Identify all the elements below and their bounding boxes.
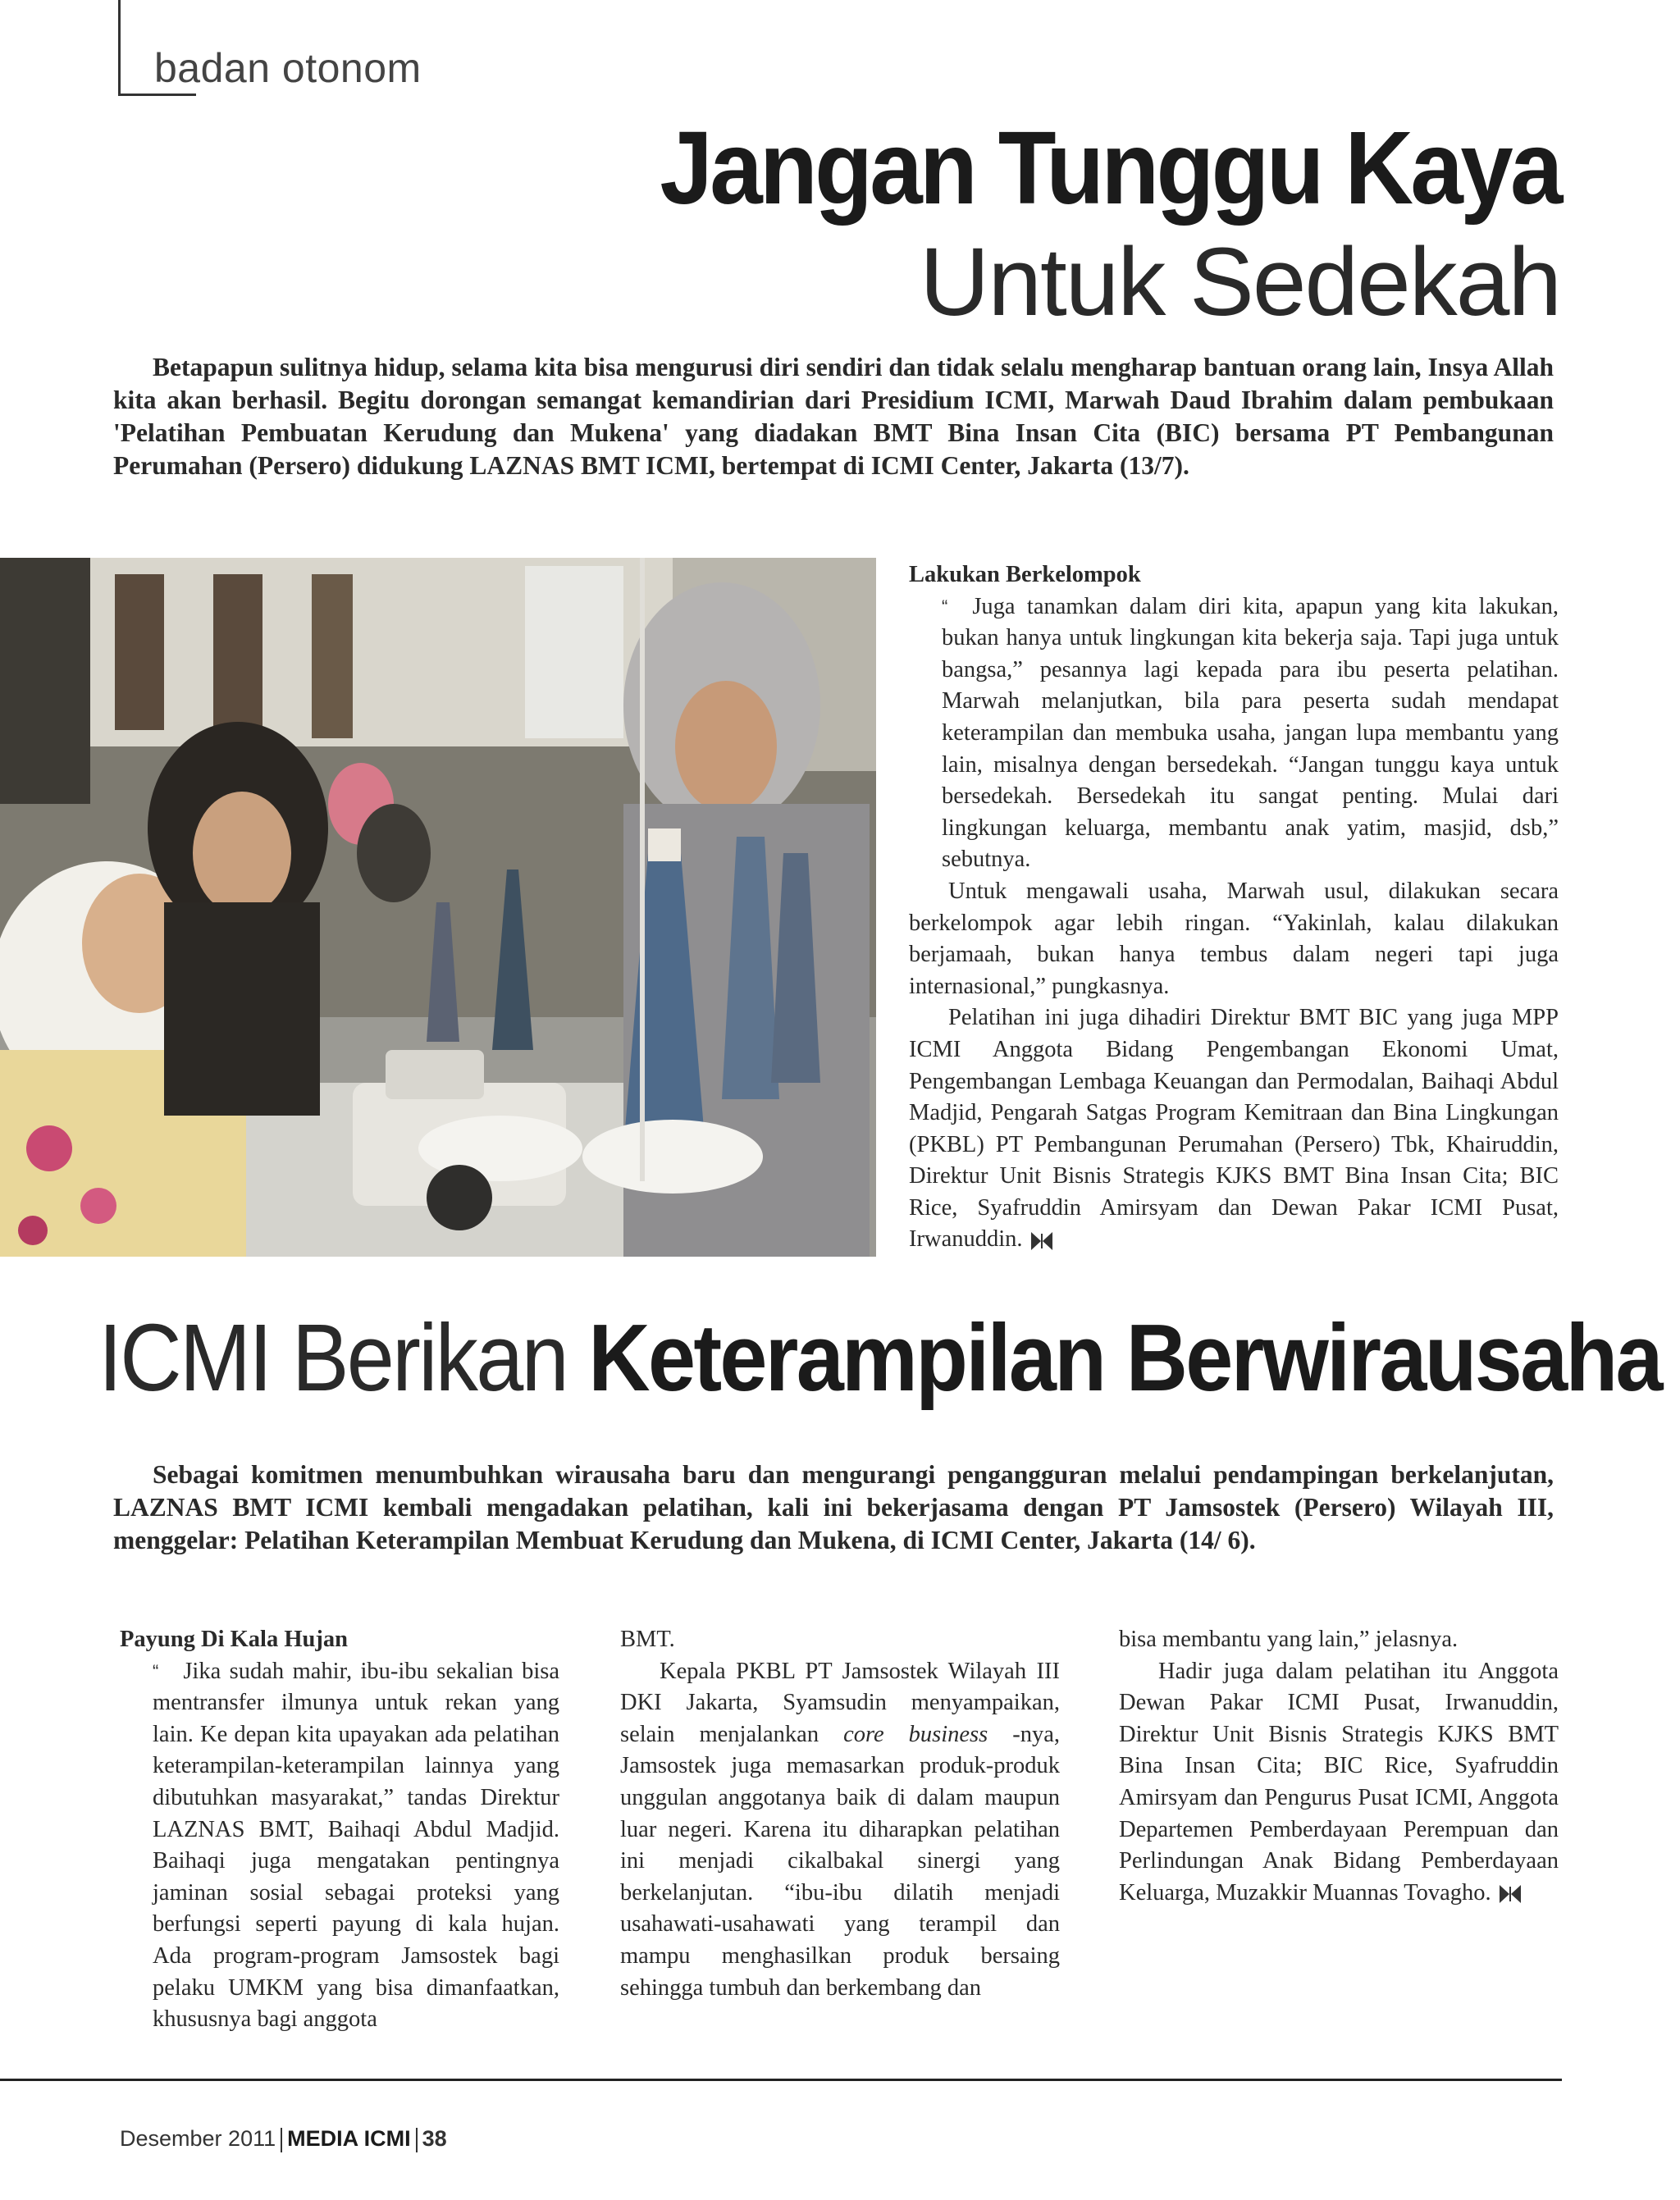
article1-paragraph-1	[909, 591, 1559, 876]
page-footer	[120, 2126, 447, 2152]
section-label: badan otonom	[154, 45, 422, 91]
article2-col3-text: Hadir juga dalam pelatihan itu Anggota Dewan Pakar ICMI Pusat, Irwanuddin, Direktur Unit Bisnis Strategis KJKS BMT Bina Insan Cita; BIC Rice, Syafruddin Amirsyam dan Pengurus Pusat ICMI, Anggota Departemen Pemberdayaan Perempuan dan Perlindungan Anak Bidang Pemberdayaan Keluarga, Muzakkir Muannas Tovagho.	[1119, 1658, 1559, 1906]
article2-col3-continuation: bisa membantu yang lain,” jelasnya.	[1119, 1627, 1459, 1652]
article2-col3-paragraph	[1119, 1656, 1559, 1910]
page-number: 38	[422, 2126, 447, 2151]
article1-paragraph-3-text: Pelatihan ini juga dihadiri Direktur BMT BIC yang juga MPP ICMI Anggota Bidang Pengembangan Ekonomi Umat, Pengembangan Lembaga Keuangan dan Permodalan, Baihaqi Abdul Madjid, Pengarah Satgas Program Kemitraan dan Bina Lingkungan (PKBL) PT Pembangunan Perumahan (Persero) Tbk, Khairuddin, Direktur Unit Bisnis Strategis KJKS BMT Bina Insan Cita; BIC Rice, Syafruddin Amirsyam dan Dewan Pakar ICMI Pusat, Irwanuddin.	[909, 1005, 1559, 1253]
article2-column-3	[1119, 1624, 1559, 1909]
article2-col2-continuation: BMT.	[620, 1627, 675, 1652]
article2-column-2	[620, 1624, 1060, 2004]
article1-paragraph-1-text: Juga tanamkan dalam diri kita, apapun yang kita lakukan, bukan hanya untuk lingkungan kita bekerja saja. Tapi juga untuk bangsa,” pesannya lagi kepada para ibu peserta pelatihan. Marwah melanjutkan, bila para peserta sudah mendapat keterampilan dan membuka usaha, jangan lupa membantu yang lain, misalnya dengan bersedekah. “Jangan tunggu kaya untuk bersedekah. Bersedekah itu sangat penting. Mulai dari lingkungan keluarga, membantu anak yatim, masjid, dsb,” sebutnya.	[942, 593, 1559, 873]
article2-col2-text-a: Kepala PKBL PT Jamsostek Wilayah III DKI Jakarta, Syamsudin menyampaikan, selain menjalankan	[620, 1658, 1060, 1747]
section-rule-horizontal	[118, 94, 196, 96]
article1-title-light: Untuk Sedekah	[920, 228, 1560, 336]
article2-title	[98, 1303, 1661, 1413]
article2-column-1	[120, 1624, 559, 2036]
article2-lead	[113, 1458, 1554, 1557]
quote-mark: “	[153, 1660, 159, 1682]
end-mark-icon	[1500, 1885, 1521, 1903]
end-mark-icon	[1031, 1232, 1052, 1250]
article1-body	[909, 559, 1559, 1256]
article1-lead	[113, 351, 1554, 482]
article2-col2-text-b: -nya, Jamsostek juga memasarkan produk-produk unggulan anggotanya baik di dalam maupun luar negeri. Karena itu diharapkan pelatihan ini menjadi cikalbakal sinergi yang berkelanjutan. “ibu-ibu dilatih menjadi usahawati-usahawati yang terampil dan mampu menghasilkan produk bersaing sehingga tumbuh dan berkembang dan	[620, 1721, 1061, 2001]
article2-col2-text-em: core business	[843, 1721, 988, 1747]
quote-mark: “	[942, 596, 948, 617]
article2-col1-paragraph	[120, 1656, 559, 2036]
article2-title-bold: Keterampilan Berwirausaha	[588, 1304, 1661, 1411]
footer-magazine: MEDIA ICMI	[287, 2126, 411, 2151]
article1-paragraph-3	[909, 1002, 1559, 1256]
article2-col2-paragraph	[620, 1656, 1060, 2005]
footer-rule	[0, 2079, 1562, 2081]
article2-lead-text: Sebagai komitmen menumbuhkan wirausaha baru dan mengurangi pengangguran melalui pendampingan berkelanjutan, LAZNAS BMT ICMI kembali mengadakan pelatihan, kali ini bekerjasama dengan PT Jamsostek (Persero) Wilayah III, menggelar: Pelatihan Keterampilan Membuat Kerudung dan Mukena, di ICMI Center, Jakarta (14/ 6).	[113, 1460, 1554, 1554]
article2-subhead: Payung Di Kala Hujan	[120, 1627, 348, 1652]
footer-separator	[416, 2128, 418, 2152]
article1-subhead: Lakukan Berkelompok	[909, 562, 1141, 587]
article1-paragraph-2: Untuk mengawali usaha, Marwah usul, dilakukan secara berkelompok agar lebih ringan. “Yakinlah, kalau dilakukan berjamaah, bukan hanya tembus dalam negeri tapi juga internasional,” pungkasnya.	[909, 878, 1559, 999]
footer-separator	[281, 2128, 282, 2152]
article2-title-light: ICMI Berikan	[98, 1304, 567, 1411]
article1-lead-text: Betapapun sulitnya hidup, selama kita bisa mengurusi diri sendiri dan tidak selalu mengharap bantuan orang lain, Insya Allah kita akan berhasil. Begitu dorongan semangat kemandirian dari Presidium ICMI, Marwah Daud Ibrahim dalam pembukaan 'Pelatihan Pembuatan Kerudung dan Mukena' yang diadakan BMT Bina Insan Cita (BIC) bersama PT Pembangunan Perumahan (Persero) didukung LAZNAS BMT ICMI, bertempat di ICMI Center, Jakarta (13/7).	[113, 353, 1554, 480]
footer-date: Desember 2011	[120, 2126, 276, 2151]
sewing-class-photo-illustration	[0, 558, 876, 1257]
article2-col1-text: Jika sudah mahir, ibu-ibu sekalian bisa mentransfer ilmunya untuk rekan yang lain. Ke depan kita upayakan ada pelatihan keterampilan-keterampilan lainnya yang dibutuhkan masyarakat,” tandas Direktur LAZNAS BMT, Baihaqi Abdul Madjid. Baihaqi juga mengatakan pentingnya jaminan sosial sebagai proteksi yang berfungsi seperti payung di kala hujan. Ada program-program Jamsostek bagi pelaku UMKM yang bisa dimanfaatkan, khususnya bagi anggota	[153, 1658, 559, 2033]
section-rule-vertical	[118, 0, 121, 95]
sewing-class-photo	[0, 558, 876, 1257]
article1-title-bold: Jangan Tunggu Kaya	[660, 110, 1560, 226]
